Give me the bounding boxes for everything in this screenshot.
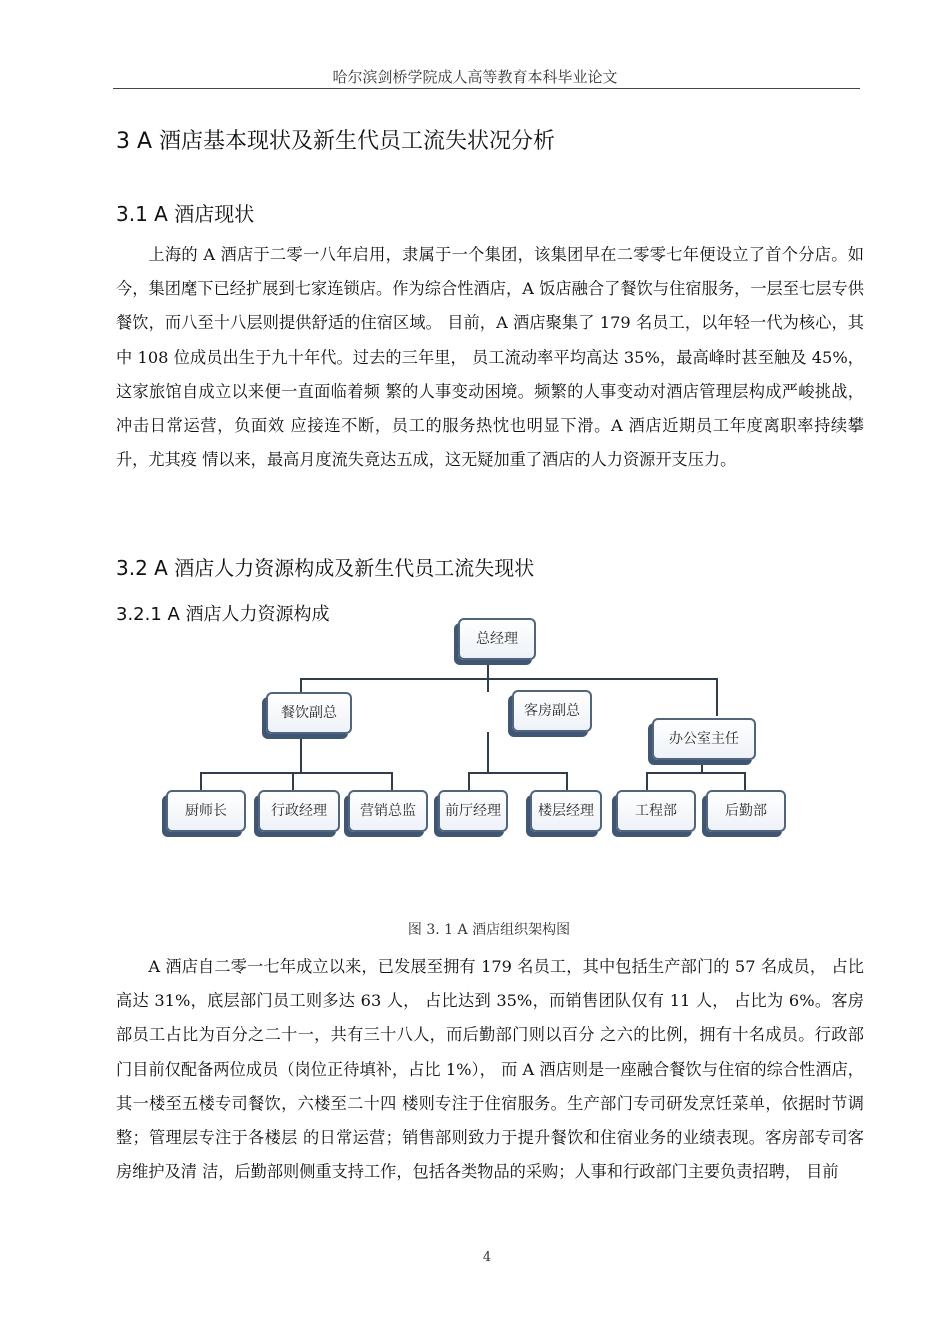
org-connector: [300, 678, 718, 680]
org-box-office-director: 办公室主任: [652, 718, 756, 760]
org-box-engineering: 工程部: [616, 790, 696, 832]
org-connector: [468, 772, 470, 790]
org-box-admin-manager: 行政经理: [258, 790, 340, 832]
org-connector: [716, 678, 718, 716]
section-3-1-title: 3.1 A 酒店现状: [116, 202, 255, 226]
running-header: 哈尔滨剑桥学院成人高等教育本科毕业论文: [332, 68, 618, 86]
org-connector: [292, 772, 294, 790]
org-box-marketing-director: 营销总监: [348, 790, 428, 832]
org-connector: [200, 772, 202, 790]
page-number: 4: [482, 1250, 492, 1265]
org-connector: [200, 772, 393, 774]
org-connector: [487, 678, 489, 692]
chapter-title: 3 A 酒店基本现状及新生代员工流失状况分析: [116, 129, 556, 154]
figure-caption: 图 3. 1 A 酒店组织架构图: [407, 922, 571, 938]
section-3-2-1-title: 3.2.1 A 酒店人力资源构成: [116, 604, 330, 625]
org-box-floor-manager: 楼层经理: [530, 790, 602, 832]
org-connector: [300, 734, 302, 774]
org-box-fb-deputy: 餐饮副总: [266, 692, 352, 734]
org-connector: [487, 732, 489, 774]
org-connector: [468, 772, 568, 774]
header-rule: [113, 88, 860, 89]
section-3-2-title: 3.2 A 酒店人力资源构成及新生代员工流失现状: [116, 556, 535, 580]
org-connector: [744, 772, 746, 790]
org-box-rooms-deputy: 客房副总: [512, 690, 592, 732]
section-3-1-paragraph: 上海的 A 酒店于二零一八年启用，隶属于一个集团，该集团早在二零零七年便设立了首个分店。如今，集团麾下已经扩展到七家连锁店。作为综合性酒店，A 饭店融合了餐饮与住宿服务，一层至七层专供餐饮，而八至十八层则提供舒适的住宿区域。 目前，A 酒店聚集了 179 名员工，以年轻一代为核心，其中 108 位成员出生于九十年代。过去的三年里， 员工流动率平均高达 35%，最高峰时甚至触及 45%，这家旅馆自成立以来便一直面临着频 繁的人事变动困境。频繁的人事变动对酒店管理层构成严峻挑战，冲击日常运营，负面效 应接连不断，员工的服务热忱也明显下滑。A 酒店近期员工年度离职率持续攀升，尤其疫 情以来，最高月度流失竟达五成，这无疑加重了酒店的人力资源开支压力。: [116, 245, 864, 470]
org-connector: [566, 772, 568, 790]
org-box-general-manager: 总经理: [458, 618, 536, 660]
org-box-head-chef: 厨师长: [166, 790, 246, 832]
section-3-2-1-paragraph: A 酒店自二零一七年成立以来，已发展至拥有 179 名员工，其中包括生产部门的 57 名成员， 占比高达 31%，底层部门员工则多达 63 人， 占比达到 35%，而销售团队仅有 11 人， 占比为 6%。客房部员工占比为百分之二十一，共有三十八人，而后勤部门则以百分 之六的比例，拥有十名成员。行政部门目前仅配备两位成员（岗位正待填补，占比 1%）， 而 A 酒店则是一座融合餐饮与住宿的综合性酒店，其一楼至五楼专司餐饮，六楼至二十四 楼则专注于住宿服务。生产部门专司研发烹饪菜单，依据时节调整；管理层专注于各楼层 的日常运营；销售部则致力于提升餐饮和住宿业务的业绩表现。客房部专司客房维护及清 洁，后勤部则侧重支持工作，包括各类物品的采购；人事和行政部门主要负责招聘， 目前: [116, 957, 864, 1182]
org-box-front-office-manager: 前厅经理: [438, 790, 508, 832]
org-box-logistics: 后勤部: [706, 790, 786, 832]
org-connector: [391, 772, 393, 790]
org-connector: [646, 772, 648, 790]
org-chart: [158, 622, 788, 852]
org-connector: [646, 772, 746, 774]
